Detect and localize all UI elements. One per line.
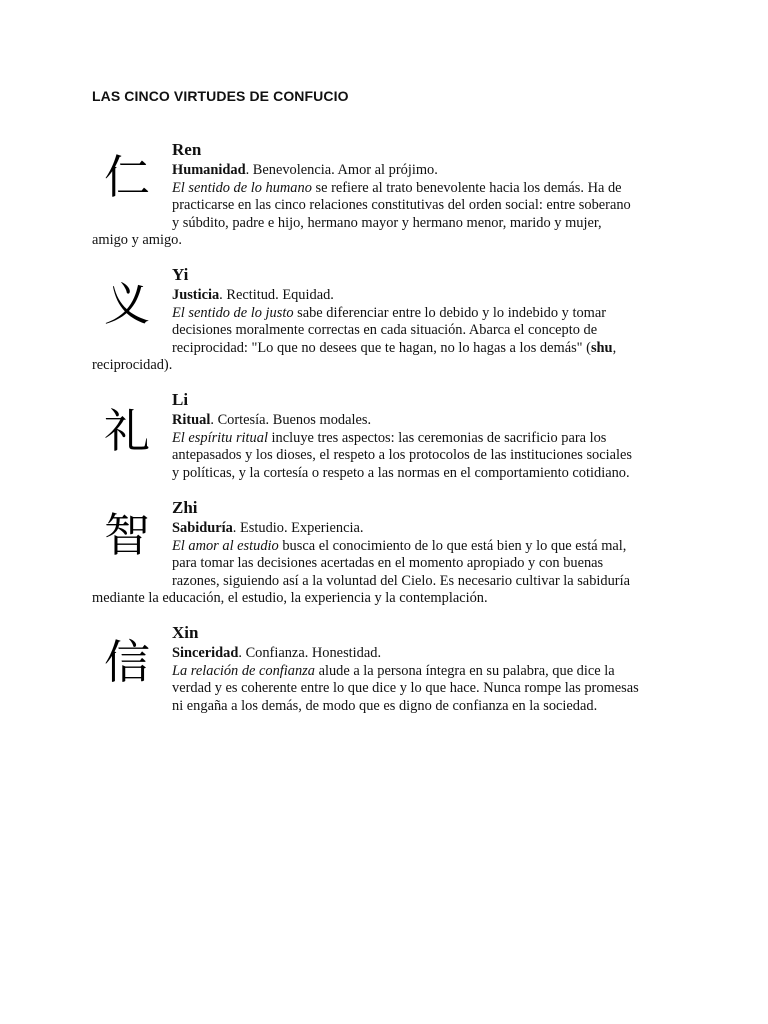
virtue-lead bbox=[172, 162, 682, 180]
description-text: alude a la persona íntegra en su palabra, que dice la bbox=[314, 662, 615, 679]
virtue-sense: La relación de confianza bbox=[172, 662, 315, 679]
virtue-description-line bbox=[92, 340, 682, 358]
virtue-description-line: decisiones moralmente correctas en cada situación. Abarca el concepto de bbox=[172, 322, 598, 338]
virtue-description-line: practicarse en las cinco relaciones constitutivas del orden social: entre soberano bbox=[172, 197, 631, 213]
description-text: , bbox=[612, 339, 617, 356]
virtue-description-line bbox=[92, 305, 682, 323]
virtue-term: Sabiduría bbox=[172, 520, 233, 536]
page-title: LAS CINCO VIRTUDES DE CONFUCIO bbox=[92, 88, 349, 104]
virtue-description-tail: amigo y amigo. bbox=[92, 232, 182, 248]
virtue-description-line: antepasados y los dioses, el respeto a los protocolos de las instituciones sociales bbox=[172, 447, 633, 463]
virtue-lead bbox=[172, 520, 682, 538]
virtue-description-tail: reciprocidad). bbox=[92, 357, 173, 373]
virtue-description-line bbox=[92, 538, 682, 556]
virtue-synonyms: . Estudio. Experiencia. bbox=[232, 520, 364, 536]
virtue-synonyms: . Confianza. Honestidad. bbox=[238, 645, 382, 661]
description-text: sabe diferenciar entre lo debido y lo indebido y tomar bbox=[293, 304, 607, 321]
virtue-zhi bbox=[92, 498, 682, 608]
virtue-description-line: y políticas, y la cortesía o respeto a las normas en el comportamiento cotidiano. bbox=[172, 464, 630, 481]
virtue-ren bbox=[92, 140, 682, 250]
virtue-synonyms: . Cortesía. Buenos modales. bbox=[210, 412, 372, 428]
li-character-icon: 礼 bbox=[104, 404, 150, 458]
virtue-description-line: para tomar las decisiones acertadas en el momento apropiado y con buenas bbox=[172, 555, 604, 571]
xin-character-icon: 信 bbox=[104, 635, 150, 689]
virtue-name: Li bbox=[172, 390, 189, 409]
virtue-sense: El amor al estudio bbox=[172, 537, 279, 554]
virtue-description-line: y súbdito, padre e hijo, hermano mayor y hermano menor, marido y mujer, bbox=[172, 214, 602, 231]
virtue-name: Zhi bbox=[172, 498, 198, 517]
virtue-description-line bbox=[92, 663, 682, 681]
virtue-term: Humanidad bbox=[172, 162, 246, 178]
description-text: se refiere al trato benevolente hacia los demás. Ha de bbox=[311, 179, 622, 196]
virtue-yi bbox=[92, 265, 682, 375]
virtue-name: Xin bbox=[172, 623, 199, 642]
virtue-name: Yi bbox=[172, 265, 189, 284]
virtue-description-line: verdad y es coherente entre lo que dice y lo que hace. Nunca rompe las promesas bbox=[172, 680, 639, 696]
virtue-sense: El sentido de lo humano bbox=[172, 179, 312, 196]
virtue-term: Sinceridad bbox=[172, 645, 239, 661]
virtue-description-line: ni engaña a los demás, de modo que es digno de confianza en la sociedad. bbox=[172, 697, 598, 714]
virtue-sense: El espíritu ritual bbox=[172, 429, 268, 446]
zhi-character-icon: 智 bbox=[104, 508, 150, 562]
virtue-description-tail: mediante la educación, el estudio, la experiencia y la contemplación. bbox=[92, 590, 488, 606]
virtue-term: Ritual bbox=[172, 412, 211, 428]
virtue-li bbox=[92, 390, 682, 482]
virtue-synonyms: . Benevolencia. Amor al prójimo. bbox=[245, 162, 438, 178]
virtue-lead bbox=[172, 412, 682, 430]
virtue-description-line: razones, siguiendo así a la voluntad del Cielo. Es necesario cultivar la sabiduría bbox=[172, 572, 630, 589]
shu-term: shu bbox=[590, 339, 613, 356]
virtue-description-line bbox=[92, 430, 682, 448]
description-text: busca el conocimiento de lo que está bien y lo que está mal, bbox=[278, 537, 627, 554]
ren-character-icon: 仁 bbox=[104, 150, 150, 204]
virtue-description-line bbox=[92, 180, 682, 198]
virtue-name: Ren bbox=[172, 140, 202, 159]
description-text: incluye tres aspectos: las ceremonias de sacrificio para los bbox=[267, 429, 607, 446]
yi-character-icon: 义 bbox=[104, 277, 150, 331]
virtue-term: Justicia bbox=[172, 287, 220, 303]
virtue-synonyms: . Rectitud. Equidad. bbox=[219, 287, 334, 303]
virtue-lead bbox=[172, 287, 682, 305]
virtue-lead bbox=[172, 645, 682, 663]
virtue-xin bbox=[92, 623, 682, 715]
description-text: reciprocidad: "Lo que no desees que te hagan, no lo hagas a los demás" ( bbox=[172, 339, 591, 356]
virtue-sense: El sentido de lo justo bbox=[172, 304, 294, 321]
